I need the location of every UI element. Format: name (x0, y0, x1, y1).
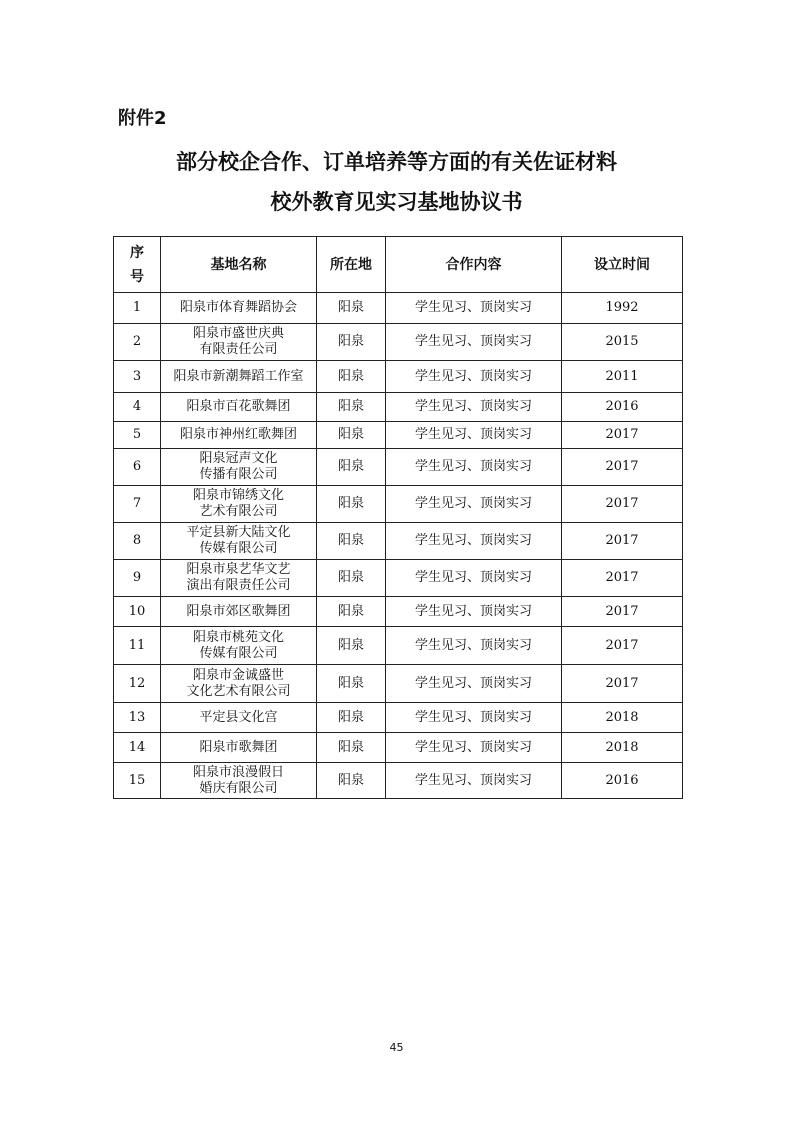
row-established-year: 1992 (562, 293, 683, 324)
row-serial-number: 5 (114, 422, 161, 449)
table-row (114, 293, 683, 324)
row-established-year: 2018 (562, 733, 683, 763)
base-table (113, 236, 683, 799)
base-name-line: 平定县文化宫 (199, 709, 278, 725)
row-established-year: 2011 (562, 361, 683, 393)
row-established-year: 2017 (562, 486, 683, 523)
row-established-year: 2017 (562, 627, 683, 665)
base-name-line: 阳泉市金诚盛世 (192, 667, 284, 683)
base-name-line: 阳泉市泉艺华文艺 (186, 562, 291, 577)
row-serial-number: 2 (114, 324, 161, 361)
table-row (114, 523, 683, 560)
row-base-name (161, 393, 317, 422)
base-name-line: 阳泉市浪漫假日 (192, 764, 284, 780)
row-location: 阳泉 (317, 293, 386, 324)
table-row (114, 361, 683, 393)
row-base-name (161, 293, 317, 324)
row-serial-number: 3 (114, 361, 161, 393)
base-name-line: 阳泉市郊区歌舞团 (186, 603, 291, 619)
row-cooperation-content: 学生见习、顶岗实习 (386, 665, 562, 703)
base-name-line: 平定县新大陆文化 (186, 525, 291, 540)
row-base-name (161, 627, 317, 665)
table-row (114, 449, 683, 486)
header-serial-number-line2: 号 (130, 268, 144, 285)
row-established-year: 2017 (562, 523, 683, 560)
base-name-line: 阳泉市歌舞团 (199, 739, 278, 755)
row-serial-number: 15 (114, 763, 161, 799)
header-location: 所在地 (317, 237, 386, 293)
base-name-line: 阳泉市锦绣文化 (192, 488, 284, 503)
table-header-row (114, 237, 683, 293)
table-row (114, 324, 683, 361)
row-serial-number: 4 (114, 393, 161, 422)
table-body (114, 293, 683, 799)
row-serial-number: 11 (114, 627, 161, 665)
row-established-year: 2017 (562, 560, 683, 597)
row-cooperation-content: 学生见习、顶岗实习 (386, 703, 562, 733)
table-row (114, 597, 683, 627)
row-cooperation-content: 学生见习、顶岗实习 (386, 324, 562, 361)
header-serial-number-line1: 序 (130, 244, 144, 261)
row-base-name (161, 597, 317, 627)
row-base-name (161, 560, 317, 597)
row-location: 阳泉 (317, 422, 386, 449)
header-cooperation-content: 合作内容 (386, 237, 562, 293)
header-established-time: 设立时间 (562, 237, 683, 293)
base-name-line: 有限责任公司 (199, 342, 278, 357)
row-serial-number: 1 (114, 293, 161, 324)
row-cooperation-content: 学生见习、顶岗实习 (386, 627, 562, 665)
row-base-name (161, 733, 317, 763)
row-cooperation-content: 学生见习、顶岗实习 (386, 486, 562, 523)
row-location: 阳泉 (317, 627, 386, 665)
row-location: 阳泉 (317, 763, 386, 799)
row-base-name (161, 449, 317, 486)
row-established-year: 2015 (562, 324, 683, 361)
row-serial-number: 12 (114, 665, 161, 703)
row-base-name (161, 486, 317, 523)
row-serial-number: 7 (114, 486, 161, 523)
base-name-line: 传媒有限公司 (199, 541, 278, 556)
row-established-year: 2017 (562, 665, 683, 703)
row-location: 阳泉 (317, 486, 386, 523)
row-base-name (161, 665, 317, 703)
row-location: 阳泉 (317, 703, 386, 733)
table-row (114, 733, 683, 763)
document-subtitle: 校外教育见实习基地协议书 (270, 190, 523, 214)
row-serial-number: 8 (114, 523, 161, 560)
row-cooperation-content: 学生见习、顶岗实习 (386, 523, 562, 560)
row-serial-number: 9 (114, 560, 161, 597)
table-row (114, 422, 683, 449)
row-location: 阳泉 (317, 597, 386, 627)
base-name-line: 艺术有限公司 (199, 504, 278, 519)
row-cooperation-content: 学生见习、顶岗实习 (386, 449, 562, 486)
base-name-line: 婚庆有限公司 (199, 780, 278, 796)
base-name-line: 文化艺术有限公司 (186, 683, 291, 699)
base-name-line: 阳泉市体育舞蹈协会 (179, 300, 297, 315)
row-location: 阳泉 (317, 449, 386, 486)
row-cooperation-content: 学生见习、顶岗实习 (386, 597, 562, 627)
row-established-year: 2017 (562, 597, 683, 627)
attachment-label: 附件2 (118, 108, 167, 129)
row-cooperation-content: 学生见习、顶岗实习 (386, 422, 562, 449)
base-name-line: 演出有限责任公司 (186, 578, 291, 593)
row-location: 阳泉 (317, 324, 386, 361)
table-row (114, 763, 683, 799)
row-location: 阳泉 (317, 560, 386, 597)
header-base-name: 基地名称 (161, 237, 317, 293)
row-established-year: 2017 (562, 449, 683, 486)
row-base-name (161, 523, 317, 560)
base-name-line: 阳泉市百花歌舞团 (186, 399, 291, 414)
base-name-line: 阳泉市桃苑文化 (192, 629, 284, 645)
row-established-year: 2016 (562, 393, 683, 422)
row-cooperation-content: 学生见习、顶岗实习 (386, 361, 562, 393)
base-name-line: 阳泉市盛世庆典 (192, 326, 284, 341)
table-row (114, 393, 683, 422)
base-name-line: 传播有限公司 (199, 467, 278, 482)
table-row (114, 560, 683, 597)
row-established-year: 2017 (562, 422, 683, 449)
table-row (114, 627, 683, 665)
row-cooperation-content: 学生见习、顶岗实习 (386, 763, 562, 799)
row-location: 阳泉 (317, 361, 386, 393)
row-location: 阳泉 (317, 393, 386, 422)
base-name-line: 阳泉市神州红歌舞团 (179, 427, 297, 442)
row-location: 阳泉 (317, 733, 386, 763)
table-row (114, 486, 683, 523)
row-cooperation-content: 学生见习、顶岗实习 (386, 293, 562, 324)
row-serial-number: 13 (114, 703, 161, 733)
row-base-name (161, 422, 317, 449)
row-base-name (161, 361, 317, 393)
table-row (114, 703, 683, 733)
row-base-name (161, 324, 317, 361)
base-name-line: 阳泉市新潮舞蹈工作室 (173, 368, 304, 384)
row-location: 阳泉 (317, 523, 386, 560)
row-serial-number: 10 (114, 597, 161, 627)
row-cooperation-content: 学生见习、顶岗实习 (386, 393, 562, 422)
row-cooperation-content: 学生见习、顶岗实习 (386, 560, 562, 597)
document-title: 部分校企合作、订单培养等方面的有关佐证材料 (176, 150, 617, 174)
row-cooperation-content: 学生见习、顶岗实习 (386, 733, 562, 763)
base-name-line: 阳泉冠声文化 (199, 451, 278, 466)
row-base-name (161, 763, 317, 799)
table-row (114, 665, 683, 703)
row-base-name (161, 703, 317, 733)
header-serial-number (114, 237, 161, 293)
base-name-line: 传媒有限公司 (199, 645, 278, 661)
row-serial-number: 6 (114, 449, 161, 486)
row-location: 阳泉 (317, 665, 386, 703)
row-serial-number: 14 (114, 733, 161, 763)
row-established-year: 2016 (562, 763, 683, 799)
row-established-year: 2018 (562, 703, 683, 733)
page-number: 45 (389, 1041, 404, 1054)
